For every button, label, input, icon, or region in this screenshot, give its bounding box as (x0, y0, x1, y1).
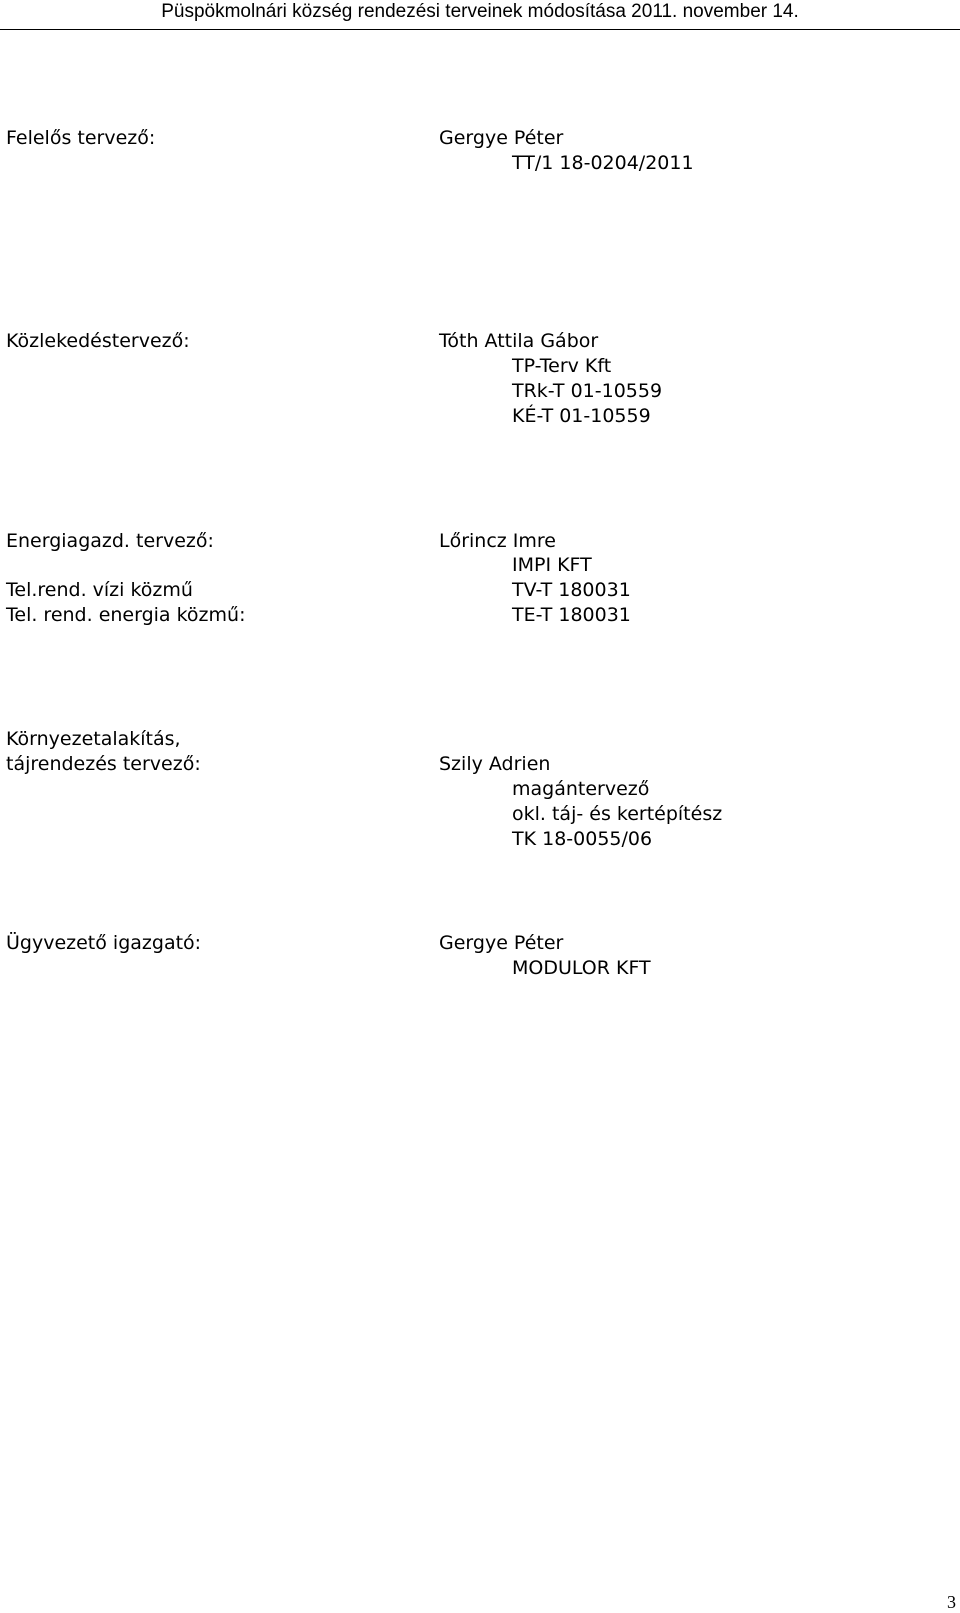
kozlekedes-name: Tóth Attila Gábor (439, 330, 599, 352)
kozlekedes-detail-3: KÉ-T 01-10559 (512, 405, 651, 427)
felelos-label: Felelős tervező: (6, 127, 156, 149)
energia-label-2: Tel.rend. vízi közmű (6, 579, 193, 601)
ugyvezeto-label: Ügyvezető igazgató: (6, 932, 202, 954)
energia-detail-2: TV-T 180031 (512, 579, 631, 601)
felelos-name: Gergye Péter (439, 127, 564, 149)
kozlekedes-label: Közlekedéstervező: (6, 330, 190, 352)
energia-label-3: Tel. rend. energia közmű: (6, 604, 246, 626)
felelos-detail-1: TT/1 18-0204/2011 (512, 152, 694, 174)
kozlekedes-detail-1: TP-Terv Kft (512, 355, 612, 377)
kornyezet-label: Környezetalakítás, (6, 728, 181, 750)
energia-name: Lőrincz Imre (439, 530, 556, 552)
kornyezet-label-2: tájrendezés tervező: (6, 753, 201, 775)
energia-detail-1: IMPI KFT (512, 554, 592, 576)
ugyvezeto-detail-1: MODULOR KFT (512, 957, 651, 979)
kornyezet-name: Szily Adrien (439, 753, 551, 775)
page-header (0, 0, 960, 30)
kornyezet-detail-3: TK 18-0055/06 (512, 828, 653, 850)
kornyezet-detail-2: okl. táj- és kertépítész (512, 803, 723, 825)
energia-label: Energiagazd. tervező: (6, 530, 214, 552)
kornyezet-detail-1: magántervező (512, 778, 650, 800)
ugyvezeto-name: Gergye Péter (439, 932, 564, 954)
kozlekedes-detail-2: TRk-T 01-10559 (512, 380, 663, 402)
page-number: 3 (947, 1592, 956, 1612)
energia-detail-3: TE-T 180031 (512, 604, 631, 626)
header-title: Püspökmolnári község rendezési terveinek módosítása 2011. november 14. (161, 1, 799, 22)
